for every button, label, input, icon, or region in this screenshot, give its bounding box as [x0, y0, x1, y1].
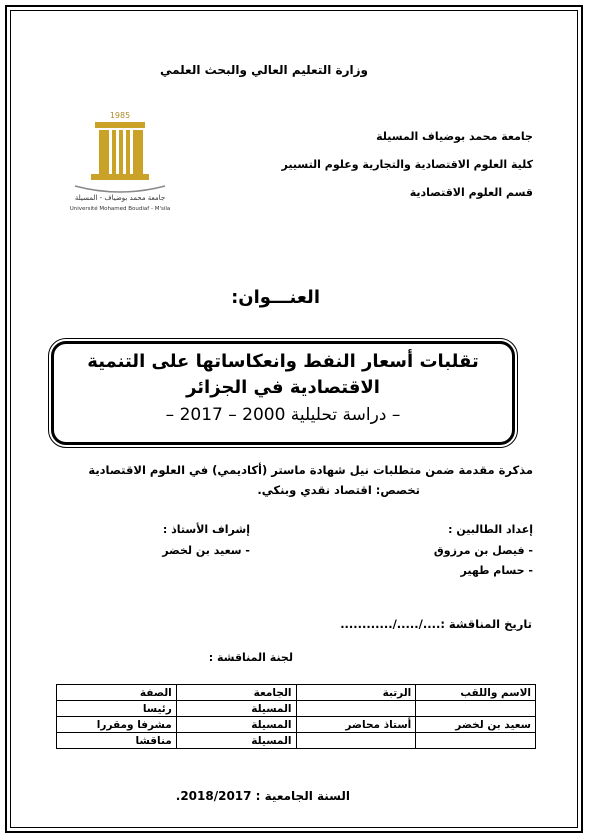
thesis-title-line-2: الاقتصادية في الجزائر [186, 377, 380, 398]
student-2: - حسام طهير [460, 564, 533, 577]
faculty-name: كلية العلوم الاقتصادية والتجارية وعلوم التسيير [281, 158, 533, 171]
ministry-heading: وزارة التعليم العالي والبحث العلمي [159, 63, 368, 77]
table-cell [416, 733, 536, 749]
table-row [57, 717, 536, 733]
department-name: قسم العلوم الاقتصادية [409, 186, 533, 199]
logo-name-fr: Université Mohamed Boudiaf - M'sila [69, 206, 171, 212]
title-label: العنـــوان: [231, 287, 320, 308]
table-cell: المسيلة [176, 701, 296, 717]
thesis-title-line-1: تقلبات أسعار النفط وانعكاساتها على التنمية [87, 351, 479, 372]
academic-year: السنة الجامعية : 2018/2017. [175, 789, 350, 803]
jury-table [56, 684, 536, 749]
university-logo [55, 100, 185, 215]
student-1: - فيصل بن مرزوق [433, 544, 533, 557]
table-header-cell: الصفة [57, 685, 177, 701]
table-cell [296, 701, 416, 717]
specialty: تخصص: اقتصاد نقدي وبنكي. [257, 483, 420, 497]
table-cell: مناقشا [57, 733, 177, 749]
table-cell: سعيد بن لخضر [416, 717, 536, 733]
table-cell: المسيلة [176, 733, 296, 749]
table-row [57, 701, 536, 717]
supervisor-name: - سعيد بن لخضر [162, 544, 250, 557]
committee-label: لجنة المناقشة : [208, 651, 293, 664]
students-label: إعداد الطالبين : [448, 523, 533, 536]
table-row [57, 733, 536, 749]
table-header-cell: الجامعة [176, 685, 296, 701]
table-header-cell: الاسم واللقب [416, 685, 536, 701]
table-cell: رئيسا [57, 701, 177, 717]
thesis-subtitle: – دراسة تحليلية 2000 – 2017 – [165, 405, 401, 425]
logo-year: 1985 [109, 111, 131, 120]
table-cell [416, 701, 536, 717]
thesis-title-box [48, 338, 518, 448]
table-header-cell: الرتبة [296, 685, 416, 701]
table-header-row [57, 685, 536, 701]
table-cell: أستاذ محاضر [296, 717, 416, 733]
university-name: جامعة محمد بوضياف المسيلة [376, 130, 533, 143]
logo-name-ar: جامعة محمد بوضياف - المسيلة [74, 194, 166, 202]
defense-date: تاريخ المناقشة :..../...../............ [340, 617, 532, 631]
table-cell: المسيلة [176, 717, 296, 733]
memo-statement: مذكرة مقدمة ضمن متطلبات نيل شهادة ماستر (أكاديمي) في العلوم الاقتصادية [88, 463, 533, 477]
table-cell [296, 733, 416, 749]
supervisor-label: إشراف الأستاذ : [162, 523, 250, 536]
table-cell: مشرفا ومقررا [57, 717, 177, 733]
